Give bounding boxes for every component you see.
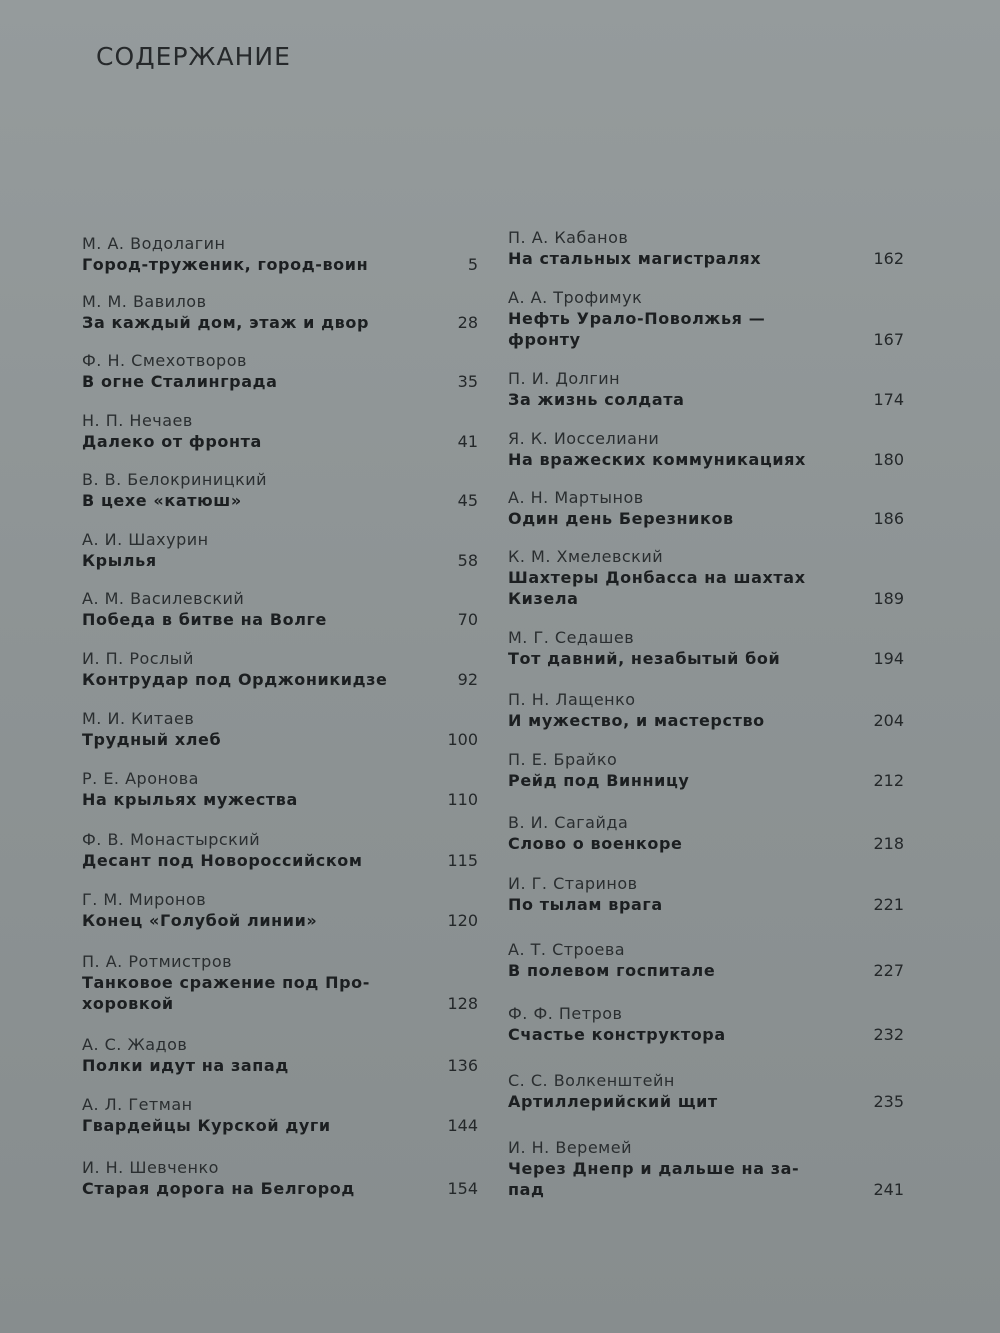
toc-entry-title: Город-труженик, город-воин (82, 255, 369, 274)
toc-entry-author: В. В. Белокриницкий (82, 470, 268, 489)
toc-entry-author: А. Л. Гетман (82, 1095, 193, 1114)
toc-entry-author: А. М. Василевский (82, 589, 245, 608)
toc-entry-page-number: 136 (447, 1056, 478, 1075)
toc-entry-author: С. С. Волкенштейн (508, 1071, 675, 1090)
toc-entry (82, 292, 482, 333)
toc-entry-title: Счастье конструктора (508, 1025, 726, 1044)
toc-entry-page-number: 204 (873, 711, 904, 730)
toc-entry (82, 769, 482, 810)
toc-entry-author: Н. П. Нечаев (82, 411, 193, 430)
toc-entry-title: На стальных магистралях (508, 249, 762, 268)
toc-entry-author: П. А. Ротмистров (82, 952, 233, 971)
toc-entry-title: Шахтеры Донбасса на шахтах Кизела (508, 568, 806, 608)
toc-entry-page-number: 232 (873, 1025, 904, 1044)
toc-entry-title: На крыльях мужества (82, 790, 298, 809)
toc-entry-page-number: 28 (457, 313, 478, 332)
toc-entry-title: Контрудар под Орджоникидзе (82, 670, 388, 689)
toc-entry-page-number: 41 (457, 432, 478, 451)
toc-entry-page-number: 45 (457, 491, 478, 510)
toc-entry-title: И мужество, и мастерство (508, 711, 765, 730)
toc-entry (508, 228, 908, 269)
toc-entry (508, 1071, 908, 1112)
toc-entry (508, 940, 908, 981)
toc-entry-title: Тот давний, незабытый бой (508, 649, 781, 668)
toc-entry-page-number: 180 (873, 450, 904, 469)
toc-entry-author: Я. К. Иосселиани (508, 429, 660, 448)
toc-entry (82, 1158, 482, 1199)
toc-entry-author: А. Т. Строева (508, 940, 626, 959)
toc-entry (508, 813, 908, 854)
toc-entry (82, 1035, 482, 1076)
toc-entry-title: Далеко от фронта (82, 432, 262, 451)
toc-entry (508, 488, 908, 529)
toc-entry (82, 234, 482, 275)
toc-entry-page-number: 241 (873, 1180, 904, 1199)
toc-entry-page-number: 212 (873, 771, 904, 790)
toc-entry-author: И. Н. Веремей (508, 1138, 632, 1157)
toc-entry-page-number: 174 (873, 390, 904, 409)
toc-entry-title: Танковое сражение под Про- хоровкой (82, 973, 370, 1013)
toc-entry-author: И. Н. Шевченко (82, 1158, 219, 1177)
toc-entry-page-number: 144 (447, 1116, 478, 1135)
toc-entry (508, 628, 908, 669)
toc-entry-author: Ф. Ф. Петров (508, 1004, 623, 1023)
toc-entry (82, 709, 482, 750)
toc-entry-page-number: 110 (447, 790, 478, 809)
toc-entry (82, 952, 482, 1014)
toc-entry-page-number: 92 (457, 670, 478, 689)
toc-entry-title: Рейд под Винницу (508, 771, 690, 790)
toc-entry-title: За каждый дом, этаж и двор (82, 313, 370, 332)
toc-entry-page-number: 194 (873, 649, 904, 668)
toc-entry (508, 750, 908, 791)
toc-entry (82, 470, 482, 511)
toc-entry-page-number: 167 (873, 330, 904, 349)
toc-entry-page-number: 58 (457, 551, 478, 570)
toc-entry (508, 547, 908, 609)
toc-entry-page-number: 221 (873, 895, 904, 914)
toc-entry-title: По тылам врага (508, 895, 663, 914)
toc-entry-page-number: 120 (447, 911, 478, 930)
toc-entry-author: А. Н. Мартынов (508, 488, 644, 507)
toc-entry (508, 288, 908, 350)
toc-entry (82, 351, 482, 392)
toc-entry (82, 589, 482, 630)
toc-entry-title: В цехе «катюш» (82, 491, 242, 510)
toc-entry-author: М. Г. Седашев (508, 628, 635, 647)
toc-entry-page-number: 128 (447, 994, 478, 1013)
toc-entry-author: П. Н. Лащенко (508, 690, 636, 709)
toc-entry-title: Гвардейцы Курской дуги (82, 1116, 331, 1135)
toc-entry-page-number: 186 (873, 509, 904, 528)
toc-entry-title: Слово о военкоре (508, 834, 683, 853)
toc-entry-author: Ф. В. Монастырский (82, 830, 261, 849)
toc-entry-author: И. П. Рослый (82, 649, 194, 668)
toc-entry (508, 1138, 908, 1200)
toc-entry-author: М. А. Водолагин (82, 234, 226, 253)
toc-entry-title: Десант под Новороссийском (82, 851, 363, 870)
toc-entry-page-number: 5 (467, 255, 478, 274)
toc-entry (508, 1004, 908, 1045)
toc-entry-page-number: 100 (447, 730, 478, 749)
toc-entry-page-number: 115 (447, 851, 478, 870)
toc-entry-author: А. С. Жадов (82, 1035, 188, 1054)
toc-entry (82, 830, 482, 871)
toc-entry-title: Через Днепр и дальше на за- пад (508, 1159, 800, 1199)
toc-entry-author: К. М. Хмелевский (508, 547, 664, 566)
toc-entry (82, 890, 482, 931)
toc-entry (82, 530, 482, 571)
toc-entry-title: За жизнь солдата (508, 390, 685, 409)
toc-entry-page-number: 35 (457, 372, 478, 391)
toc-entry-page-number: 70 (457, 610, 478, 629)
toc-entry-title: Артиллерийский щит (508, 1092, 718, 1111)
toc-entry-title: Крылья (82, 551, 157, 570)
toc-entry-page-number: 189 (873, 589, 904, 608)
toc-entry-title: Старая дорога на Белгород (82, 1179, 355, 1198)
toc-entry-author: М. И. Китаев (82, 709, 195, 728)
toc-entry-title: В полевом госпитале (508, 961, 716, 980)
toc-entry-author: Р. Е. Аронова (82, 769, 199, 788)
toc-entry (508, 369, 908, 410)
toc-entry-page-number: 227 (873, 961, 904, 980)
toc-entry-author: И. Г. Старинов (508, 874, 638, 893)
toc-entry (82, 1095, 482, 1136)
toc-entry-title: Нефть Урало-Поволжья — фронту (508, 309, 766, 349)
toc-entry-title: Конец «Голубой линии» (82, 911, 318, 930)
toc-entry-author: П. Е. Брайко (508, 750, 618, 769)
toc-entry (508, 690, 908, 731)
toc-entry-title: В огне Сталинграда (82, 372, 278, 391)
toc-entry-title: Трудный хлеб (82, 730, 222, 749)
toc-entry (82, 649, 482, 690)
toc-entry-author: П. А. Кабанов (508, 228, 629, 247)
toc-entry-author: В. И. Сагайда (508, 813, 629, 832)
toc-entry-author: А. А. Трофимук (508, 288, 643, 307)
toc-entry-author: М. М. Вавилов (82, 292, 207, 311)
toc-entry-author: П. И. Долгин (508, 369, 621, 388)
toc-entry-title: Один день Березников (508, 509, 734, 528)
toc-entry (508, 429, 908, 470)
toc-entry-page-number: 235 (873, 1092, 904, 1111)
toc-entry-title: Полки идут на запад (82, 1056, 289, 1075)
page-heading: СОДЕРЖАНИЕ (96, 42, 291, 71)
toc-entry (508, 874, 908, 915)
toc-entry-page-number: 218 (873, 834, 904, 853)
toc-entry (82, 411, 482, 452)
toc-entry-page-number: 154 (447, 1179, 478, 1198)
toc-entry-title: На вражеских коммуникациях (508, 450, 806, 469)
toc-entry-author: Г. М. Миронов (82, 890, 207, 909)
toc-entry-page-number: 162 (873, 249, 904, 268)
toc-entry-author: А. И. Шахурин (82, 530, 209, 549)
toc-entry-title: Победа в битве на Волге (82, 610, 327, 629)
toc-entry-author: Ф. Н. Смехотворов (82, 351, 247, 370)
